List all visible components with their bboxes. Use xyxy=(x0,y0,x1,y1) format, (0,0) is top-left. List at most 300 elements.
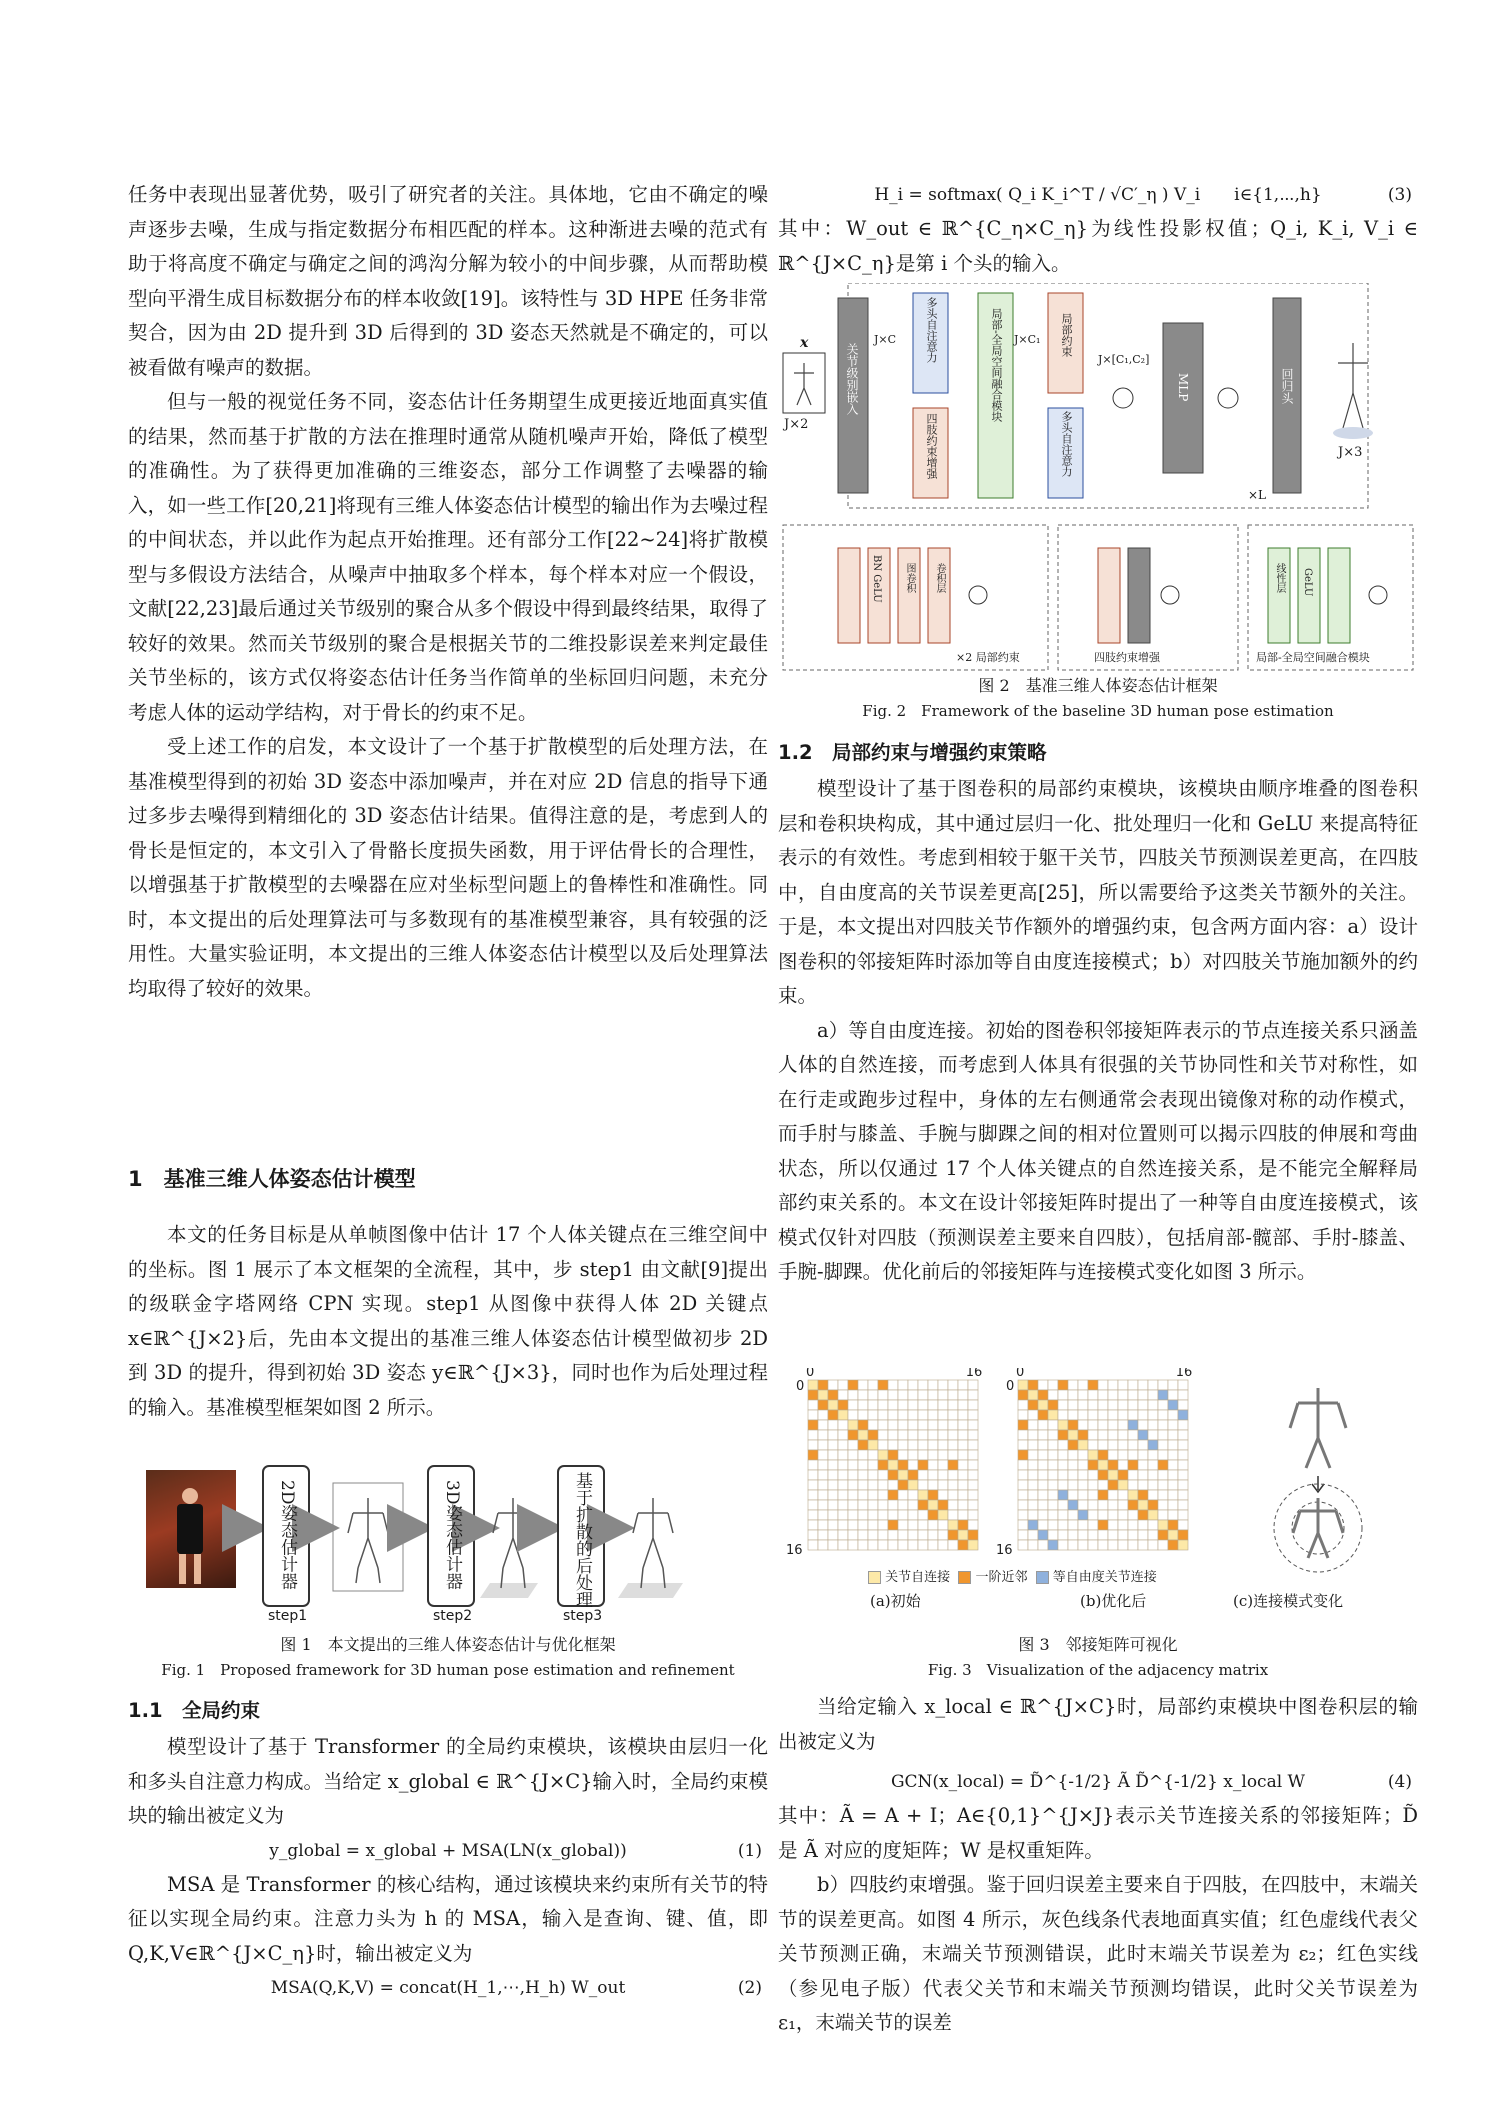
matrix-optimized-tick: 0 xyxy=(1006,1379,1015,1394)
matrix-optimized-cell xyxy=(1098,1410,1108,1420)
fig2-times-l: ×L xyxy=(1248,488,1267,502)
matrix-optimized-cell xyxy=(1148,1400,1158,1410)
matrix-optimized-cell xyxy=(1158,1480,1168,1490)
matrix-optimized-cell xyxy=(1098,1460,1108,1470)
matrix-initial-cell xyxy=(818,1490,828,1500)
matrix-optimized-cell xyxy=(1108,1480,1118,1490)
matrix-initial-cell xyxy=(948,1520,958,1530)
matrix-optimized-cell xyxy=(1118,1430,1128,1440)
matrix-initial-cell xyxy=(818,1430,828,1440)
matrix-initial-cell xyxy=(808,1430,818,1440)
legend-swatch-neighbor xyxy=(958,1571,971,1584)
matrix-optimized-cell xyxy=(1078,1490,1088,1500)
paragraph-local-constraint: 模型设计了基于图卷积的局部约束模块，该模块由顺序堆叠的图卷积层和卷积块构成，其中通过层归一化、批处理归一化和 GeLU 来提高特征表示的有效性。考虑到相较于躯干关节，四肢关节预测误差更高，在四肢中，自由度高的关节误差更高[25]，所以需要给予这类关节额外的关注。于是，本文提出对四肢关节作额外的增强约束，包含两方面内容：a）设计图卷积的邻接矩阵时添加等自由度连接模式；b）对四肢关节施加额外的约束。 xyxy=(778,777,1418,1007)
fig2-embedding: 关节级别嵌入 xyxy=(845,343,859,415)
equation-4-body: GCN(x_local) = D̃^{-1/2} Ã D̃^{-1/2} x_local W xyxy=(890,1772,1306,1792)
matrix-initial-cell xyxy=(958,1460,968,1470)
matrix-initial-cell xyxy=(928,1410,938,1420)
matrix-optimized-cell xyxy=(1118,1500,1128,1510)
matrix-optimized-cell xyxy=(1118,1400,1128,1410)
matrix-optimized-cell xyxy=(1088,1500,1098,1510)
matrix-initial-cell xyxy=(828,1400,838,1410)
matrix-optimized-cell xyxy=(1098,1440,1108,1450)
matrix-initial-cell xyxy=(958,1450,968,1460)
figure-1 xyxy=(128,1458,768,1628)
matrix-optimized-cell xyxy=(1158,1460,1168,1470)
matrix-initial-cell xyxy=(858,1500,868,1510)
matrix-optimized-cell xyxy=(1088,1530,1098,1540)
matrix-initial-cell xyxy=(928,1500,938,1510)
matrix-initial-cell xyxy=(898,1400,908,1410)
fig2-conv: 卷积层 xyxy=(934,563,945,593)
matrix-initial-cell xyxy=(878,1510,888,1520)
matrix-initial-cell xyxy=(828,1410,838,1420)
matrix-optimized-cell xyxy=(1028,1480,1038,1490)
matrix-initial-cell xyxy=(908,1480,918,1490)
matrix-initial-cell xyxy=(918,1460,928,1470)
matrix-optimized-cell xyxy=(1078,1510,1088,1520)
fig2-fuse-label: 局部-全局空间融合模块 xyxy=(1256,651,1370,664)
matrix-optimized-cell xyxy=(1058,1530,1068,1540)
matrix-initial-cell xyxy=(838,1470,848,1480)
matrix-initial-cell xyxy=(888,1390,898,1400)
matrix-optimized-cell xyxy=(1138,1380,1148,1390)
matrix-initial-cell xyxy=(858,1480,868,1490)
matrix-initial-cell xyxy=(888,1530,898,1540)
matrix-initial-cell xyxy=(868,1510,878,1520)
skeleton-after xyxy=(1293,1498,1343,1558)
matrix-initial-cell xyxy=(818,1480,828,1490)
matrix-initial-cell xyxy=(858,1470,868,1480)
matrix-initial-cell xyxy=(908,1440,918,1450)
matrix-optimized-cell xyxy=(1028,1440,1038,1450)
matrix-optimized-cell xyxy=(1068,1500,1078,1510)
paragraph-gcn-input: 当给定输入 x_local ∈ ℝ^{J×C}时，局部约束模块中图卷积层的输出被定义为 xyxy=(778,1695,1418,1753)
matrix-optimized-cell xyxy=(1078,1410,1088,1420)
matrix-optimized-cell xyxy=(1068,1540,1078,1550)
matrix-initial-cell xyxy=(928,1460,938,1470)
matrix-initial-cell xyxy=(898,1390,908,1400)
matrix-initial-cell xyxy=(888,1450,898,1460)
matrix-optimized-cell xyxy=(1018,1540,1028,1550)
matrix-optimized-cell xyxy=(1018,1410,1028,1420)
matrix-optimized-cell xyxy=(1108,1470,1118,1480)
matrix-initial-cell xyxy=(918,1390,928,1400)
matrix-optimized-cell xyxy=(1148,1410,1158,1420)
matrix-initial-cell xyxy=(868,1410,878,1420)
matrix-optimized-cell xyxy=(1138,1460,1148,1470)
matrix-initial-cell xyxy=(878,1430,888,1440)
matrix-initial-cell xyxy=(888,1440,898,1450)
matrix-initial-cell xyxy=(808,1400,818,1410)
matrix-initial-cell xyxy=(848,1380,858,1390)
matrix-initial-cell xyxy=(898,1500,908,1510)
matrix-optimized-cell xyxy=(1068,1470,1078,1480)
matrix-initial-cell xyxy=(918,1520,928,1530)
matrix-optimized-cell xyxy=(1178,1530,1188,1540)
matrix-optimized-cell xyxy=(1038,1540,1048,1550)
step1-box-label: 2D姿态估计器 xyxy=(277,1480,297,1590)
matrix-initial-cell xyxy=(968,1480,978,1490)
paragraph-msa: MSA 是 Transformer 的核心结构，通过该模块来约束所有关节的特征以实现全局约束。注意力头为 h 的 MSA，输入是查询、键、值，即 Q,K,V∈ℝ^{J×C_η}时，输出被定义为 xyxy=(128,1872,768,1965)
matrix-initial-cell xyxy=(828,1430,838,1440)
matrix-optimized-cell xyxy=(1168,1480,1178,1490)
matrix-optimized-cell xyxy=(1128,1530,1138,1540)
matrix-initial-cell xyxy=(848,1480,858,1490)
matrix-optimized-cell xyxy=(1148,1470,1158,1480)
matrix-optimized-cell xyxy=(1048,1540,1058,1550)
matrix-initial-cell xyxy=(948,1430,958,1440)
matrix-initial-cell xyxy=(948,1460,958,1470)
fig2-mlp: MLP xyxy=(1176,373,1190,402)
matrix-initial-cell xyxy=(928,1530,938,1540)
matrix-initial-cell xyxy=(938,1450,948,1460)
matrix-optimized-cell xyxy=(1108,1440,1118,1450)
matrix-optimized-cell xyxy=(1078,1400,1088,1410)
subsection-heading-1-2: 1.2 局部约束与增强约束策略 xyxy=(778,741,1047,764)
paragraph-intro-1: 任务中表现出显著优势，吸引了研究者的关注。具体地，它由不确定的噪声逐步去噪，生成与指定数据分布相匹配的样本。这种渐进去噪的范式有助于将高度不确定与确定之间的鸿沟分解为较小的中间步骤，从而帮助模型向平滑生成目标数据分布的样本收敛[19]。该特性与 3D HPE 任务非常契合，因为由 2D 提升到 3D 后得到的 3D 姿态天然就是不确定的，可以被看做有噪声的数据。 xyxy=(128,183,768,379)
matrix-initial-cell xyxy=(968,1440,978,1450)
matrix-optimized-cell xyxy=(1118,1450,1128,1460)
matrix-initial-cell xyxy=(858,1540,868,1550)
matrix-optimized-cell xyxy=(1108,1400,1118,1410)
matrix-initial-cell xyxy=(868,1470,878,1480)
figure-2-caption-en: Fig. 2 Framework of the baseline 3D human pose estimation xyxy=(862,702,1334,720)
equation-3 xyxy=(778,178,1418,212)
matrix-initial-cell xyxy=(848,1510,858,1520)
matrix-optimized-cell xyxy=(1168,1500,1178,1510)
matrix-initial-cell xyxy=(908,1460,918,1470)
matrix-initial-cell xyxy=(908,1490,918,1500)
matrix-initial-cell xyxy=(948,1480,958,1490)
matrix-optimized-cell xyxy=(1168,1390,1178,1400)
matrix-optimized-cell xyxy=(1178,1520,1188,1530)
matrix-initial-cell xyxy=(848,1400,858,1410)
matrix-initial-cell xyxy=(848,1520,858,1530)
matrix-optimized-cell xyxy=(1138,1520,1148,1530)
matrix-initial-cell xyxy=(948,1390,958,1400)
matrix-initial-cell xyxy=(868,1520,878,1530)
matrix-initial-cell xyxy=(918,1480,928,1490)
matrix-initial-cell xyxy=(868,1400,878,1410)
matrix-initial-cell xyxy=(868,1450,878,1460)
matrix-optimized-cell xyxy=(1108,1540,1118,1550)
matrix-optimized-cell xyxy=(1098,1450,1108,1460)
matrix-initial-cell xyxy=(878,1500,888,1510)
matrix-initial-cell xyxy=(928,1430,938,1440)
matrix-initial-cell xyxy=(938,1460,948,1470)
matrix-optimized-cell xyxy=(1168,1430,1178,1440)
matrix-optimized-cell xyxy=(1028,1450,1038,1460)
matrix-optimized-cell xyxy=(1058,1480,1068,1490)
matrix-initial-cell xyxy=(848,1410,858,1420)
matrix-optimized-cell xyxy=(1148,1540,1158,1550)
legend-self-label: 关节自连接 xyxy=(885,1570,951,1585)
matrix-optimized-tick: 0 xyxy=(1016,1368,1025,1380)
fig2-input-label: x xyxy=(800,335,809,351)
fig2-fuse: 局部-全局空间融合模块 xyxy=(990,308,1003,422)
matrix-optimized-cell xyxy=(1118,1540,1128,1550)
matrix-optimized-cell xyxy=(1088,1390,1098,1400)
subfig-a-label: (a)初始 xyxy=(870,1592,921,1610)
matrix-initial-cell xyxy=(878,1390,888,1400)
matrix-initial-cell xyxy=(818,1460,828,1470)
matrix-initial-cell xyxy=(808,1460,818,1470)
matrix-initial-cell xyxy=(808,1470,818,1480)
matrix-initial-cell xyxy=(958,1520,968,1530)
matrix-optimized-cell xyxy=(1028,1430,1038,1440)
matrix-optimized-cell xyxy=(1118,1490,1128,1500)
matrix-optimized-cell xyxy=(1148,1520,1158,1530)
matrix-initial-cell xyxy=(848,1420,858,1430)
matrix-optimized-cell xyxy=(1128,1490,1138,1500)
matrix-optimized-cell xyxy=(1128,1510,1138,1520)
matrix-initial-cell xyxy=(868,1430,878,1440)
matrix-initial-cell xyxy=(948,1540,958,1550)
matrix-optimized-cell xyxy=(1048,1430,1058,1440)
matrix-initial-cell xyxy=(958,1490,968,1500)
matrix-initial-cell xyxy=(848,1540,858,1550)
matrix-initial-cell xyxy=(928,1450,938,1460)
matrix-initial-cell xyxy=(868,1500,878,1510)
matrix-optimized-cell xyxy=(1138,1500,1148,1510)
matrix-initial-cell xyxy=(908,1510,918,1520)
matrix-initial-cell xyxy=(948,1470,958,1480)
matrix-initial-cell xyxy=(818,1380,828,1390)
matrix-optimized-cell xyxy=(1038,1380,1048,1390)
matrix-optimized-cell xyxy=(1028,1500,1038,1510)
matrix-optimized-cell xyxy=(1068,1440,1078,1450)
matrix-initial-cell xyxy=(968,1460,978,1470)
matrix-optimized-cell xyxy=(1048,1390,1058,1400)
subsection-heading-1-1: 1.1 全局约束 xyxy=(128,1699,261,1722)
matrix-initial-cell xyxy=(838,1390,848,1400)
matrix-optimized-cell xyxy=(1128,1410,1138,1420)
matrix-optimized-cell xyxy=(1138,1470,1148,1480)
matrix-initial-cell xyxy=(898,1380,908,1390)
matrix-initial-cell xyxy=(898,1490,908,1500)
matrix-optimized-cell xyxy=(1088,1460,1098,1470)
matrix-initial-cell xyxy=(958,1540,968,1550)
matrix-optimized-cell xyxy=(1108,1510,1118,1520)
matrix-optimized-cell xyxy=(1068,1450,1078,1460)
matrix-optimized-cell xyxy=(1058,1540,1068,1550)
matrix-initial-cell xyxy=(888,1510,898,1520)
matrix-optimized-cell xyxy=(1168,1490,1178,1500)
matrix-optimized-cell xyxy=(1028,1470,1038,1480)
matrix-optimized-cell xyxy=(1038,1480,1048,1490)
matrix-initial-cell xyxy=(878,1380,888,1390)
matrix-optimized-cell xyxy=(1078,1380,1088,1390)
step3-box-label: 基于扩散的后处理 xyxy=(572,1472,592,1608)
matrix-optimized-cell xyxy=(1048,1400,1058,1410)
matrix-optimized-cell xyxy=(1018,1380,1028,1390)
matrix-optimized-cell xyxy=(1048,1440,1058,1450)
matrix-initial-cell xyxy=(968,1390,978,1400)
matrix-optimized-cell xyxy=(1178,1400,1188,1410)
matrix-optimized-cell xyxy=(1138,1450,1148,1460)
matrix-initial-cell xyxy=(858,1430,868,1440)
matrix-optimized-cell xyxy=(1138,1540,1148,1550)
matrix-optimized-cell xyxy=(1068,1390,1078,1400)
matrix-initial-cell xyxy=(838,1530,848,1540)
matrix-initial-cell xyxy=(828,1500,838,1510)
matrix-initial-cell xyxy=(918,1540,928,1550)
matrix-initial-cell xyxy=(818,1450,828,1460)
subfig-b-label: (b)优化后 xyxy=(1080,1592,1147,1610)
matrix-initial-cell xyxy=(848,1500,858,1510)
matrix-initial-cell xyxy=(888,1410,898,1420)
matrix-initial-cell xyxy=(848,1390,858,1400)
matrix-optimized-cell xyxy=(1068,1490,1078,1500)
matrix-initial-cell xyxy=(808,1520,818,1530)
fig2-msa: 多头自注意力 xyxy=(925,297,938,363)
fig2-linear: 线性层 xyxy=(1274,563,1285,593)
matrix-initial-cell xyxy=(928,1490,938,1500)
matrix-initial-cell xyxy=(898,1510,908,1520)
matrix-initial-cell xyxy=(938,1380,948,1390)
matrix-initial-cell xyxy=(948,1500,958,1510)
matrix-optimized-cell xyxy=(1028,1540,1038,1550)
matrix-optimized-cell xyxy=(1018,1390,1028,1400)
matrix-initial-cell xyxy=(828,1460,838,1470)
equation-3-body: H_i = softmax( Q_i K_i^T / √C′_η ) V_i i∈{1,⋯,h} xyxy=(874,185,1322,205)
equation-1-number: (1) xyxy=(737,1840,762,1861)
matrix-initial-cell xyxy=(838,1490,848,1500)
matrix-optimized-cell xyxy=(1018,1520,1028,1530)
matrix-optimized-cell xyxy=(1158,1500,1168,1510)
matrix-optimized-cell xyxy=(1028,1390,1038,1400)
matrix-initial-cell xyxy=(878,1400,888,1410)
matrix-optimized-cell xyxy=(1108,1500,1118,1510)
matrix-initial-cell xyxy=(828,1480,838,1490)
matrix-optimized-cell xyxy=(1058,1520,1068,1530)
matrix-initial-cell xyxy=(818,1440,828,1450)
matrix-optimized-cell xyxy=(1078,1450,1088,1460)
matrix-initial-cell xyxy=(898,1440,908,1450)
matrix-optimized-cell xyxy=(1178,1410,1188,1420)
matrix-initial-cell xyxy=(818,1400,828,1410)
matrix-initial-cell xyxy=(848,1440,858,1450)
matrix-optimized-cell xyxy=(1168,1410,1178,1420)
matrix-optimized-cell xyxy=(1128,1420,1138,1430)
matrix-optimized-cell xyxy=(1168,1470,1178,1480)
matrix-initial-cell xyxy=(968,1400,978,1410)
paragraph-global-constraint: 模型设计了基于 Transformer 的全局约束模块，该模块由层归一化和多头自注意力构成。当给定 x_global ∈ ℝ^{J×C}输入时，全局约束模块的输出被定义为 xyxy=(128,1735,769,1827)
matrix-optimized-cell xyxy=(1108,1530,1118,1540)
matrix-optimized-cell xyxy=(1118,1410,1128,1420)
matrix-optimized-cell xyxy=(1058,1380,1068,1390)
matrix-optimized-cell xyxy=(1118,1480,1128,1490)
matrix-initial-cell xyxy=(928,1480,938,1490)
step2-label: step2 xyxy=(433,1608,473,1624)
matrix-optimized-cell xyxy=(1078,1500,1088,1510)
matrix-optimized-cell xyxy=(1078,1420,1088,1430)
matrix-optimized-cell xyxy=(1148,1380,1158,1390)
matrix-initial-cell xyxy=(818,1470,828,1480)
matrix-initial-cell xyxy=(908,1430,918,1440)
matrix-optimized-cell xyxy=(1108,1520,1118,1530)
matrix-optimized-cell xyxy=(1028,1520,1038,1530)
matrix-optimized-cell xyxy=(1128,1440,1138,1450)
matrix-initial-cell xyxy=(928,1540,938,1550)
matrix-initial-cell xyxy=(868,1540,878,1550)
matrix-initial-cell xyxy=(838,1520,848,1530)
matrix-optimized-cell xyxy=(1098,1470,1108,1480)
matrix-initial-cell xyxy=(908,1420,918,1430)
step2-box-label: 3D姿态估计器 xyxy=(442,1480,462,1590)
matrix-initial-cell xyxy=(948,1530,958,1540)
matrix-initial-cell xyxy=(878,1540,888,1550)
matrix-optimized-cell xyxy=(1018,1490,1028,1500)
matrix-initial-cell xyxy=(918,1400,928,1410)
matrix-initial-cell xyxy=(878,1420,888,1430)
figure-2-caption-cn: 图 2 基准三维人体姿态估计框架 xyxy=(978,676,1218,695)
matrix-optimized-cell xyxy=(1038,1500,1048,1510)
matrix-initial-cell xyxy=(828,1470,838,1480)
matrix-initial-cell xyxy=(968,1420,978,1430)
matrix-optimized-cell xyxy=(1058,1400,1068,1410)
matrix-optimized-cell xyxy=(1088,1510,1098,1520)
matrix-optimized-cell xyxy=(1168,1520,1178,1530)
matrix-optimized-cell xyxy=(1068,1520,1078,1530)
matrix-optimized-cell xyxy=(1158,1450,1168,1460)
matrix-initial-cell xyxy=(938,1390,948,1400)
fig2-times2: ×2 局部约束 xyxy=(956,651,1020,664)
matrix-optimized-cell xyxy=(1158,1420,1168,1430)
matrix-optimized-cell xyxy=(1128,1400,1138,1410)
matrix-optimized-cell xyxy=(1048,1480,1058,1490)
matrix-initial-cell xyxy=(868,1490,878,1500)
matrix-optimized-cell xyxy=(1088,1440,1098,1450)
matrix-optimized-cell xyxy=(1128,1520,1138,1530)
matrix-optimized-cell xyxy=(1018,1430,1028,1440)
matrix-initial-cell xyxy=(888,1470,898,1480)
matrix-optimized-cell xyxy=(1108,1430,1118,1440)
matrix-optimized-cell xyxy=(1158,1400,1168,1410)
matrix-optimized-cell xyxy=(1118,1420,1128,1430)
matrix-optimized-cell xyxy=(1178,1440,1188,1450)
matrix-optimized-cell xyxy=(1108,1450,1118,1460)
matrix-optimized-cell xyxy=(1068,1480,1078,1490)
figure-3-legend xyxy=(868,1566,1157,1585)
matrix-initial-cell xyxy=(838,1400,848,1410)
matrix-optimized-cell xyxy=(1178,1500,1188,1510)
matrix-optimized-cell xyxy=(1038,1410,1048,1420)
matrix-optimized-cell xyxy=(1138,1430,1148,1440)
matrix-optimized-cell xyxy=(1178,1380,1188,1390)
matrix-optimized-cell xyxy=(1028,1420,1038,1430)
matrix-optimized-cell xyxy=(1178,1480,1188,1490)
figure-3-caption-cn: 图 3 邻接矩阵可视化 xyxy=(1018,1635,1178,1654)
matrix-initial-cell xyxy=(918,1510,928,1520)
figure-3-caption-en: Fig. 3 Visualization of the adjacency matrix xyxy=(927,1661,1269,1679)
matrix-initial-cell xyxy=(848,1530,858,1540)
matrix-optimized-cell xyxy=(1148,1390,1158,1400)
matrix-optimized-cell xyxy=(1018,1400,1028,1410)
matrix-initial-cell xyxy=(838,1440,848,1450)
matrix-optimized-cell xyxy=(1078,1460,1088,1470)
matrix-initial-tick: 0 xyxy=(806,1368,815,1380)
matrix-initial-cell xyxy=(918,1440,928,1450)
matrix-optimized-cell xyxy=(1068,1420,1078,1430)
matrix-optimized-cell xyxy=(1118,1390,1128,1400)
matrix-initial-cell xyxy=(838,1500,848,1510)
matrix-optimized-cell xyxy=(1148,1450,1158,1460)
matrix-initial-cell xyxy=(868,1440,878,1450)
matrix-optimized-cell xyxy=(1108,1420,1118,1430)
matrix-initial-tick: 16 xyxy=(965,1368,983,1380)
